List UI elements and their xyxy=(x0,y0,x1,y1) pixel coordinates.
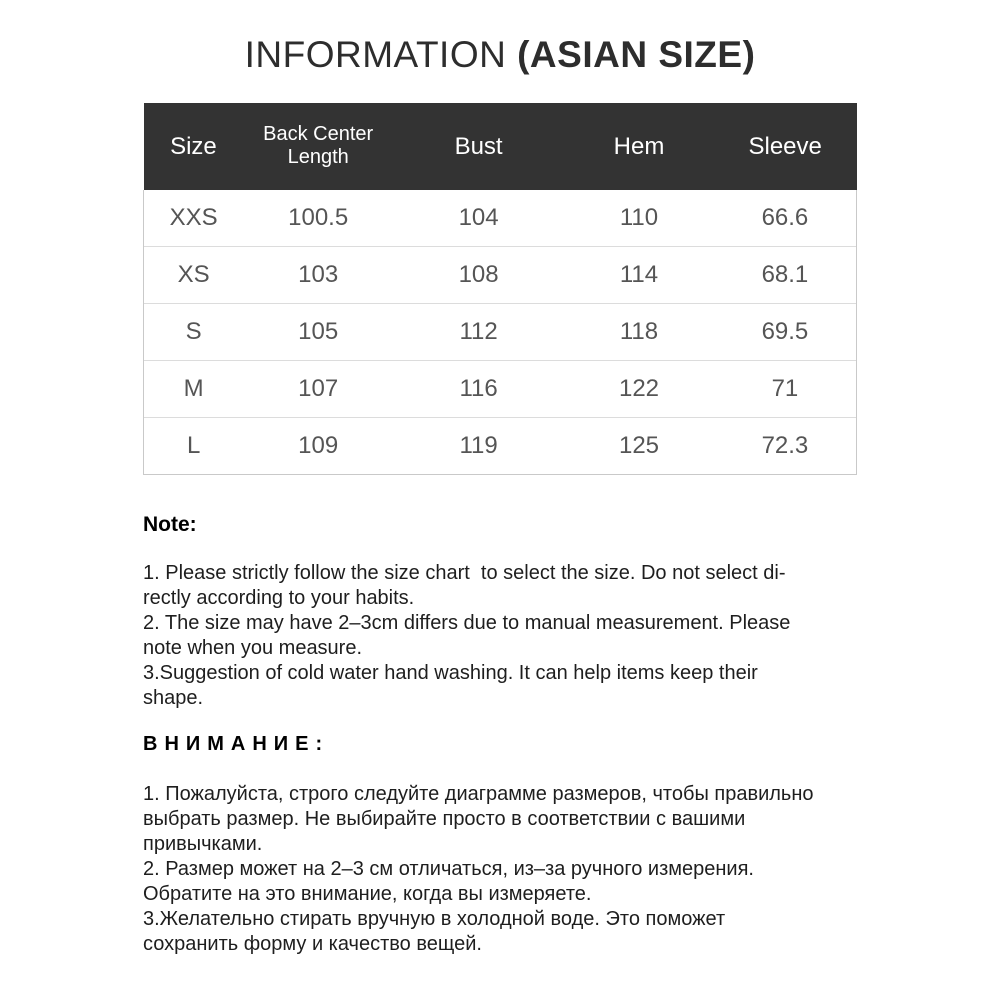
attention-heading: ВНИМАНИЕ: xyxy=(143,733,330,755)
size-cell: S xyxy=(144,304,244,361)
note-section xyxy=(143,513,857,711)
sleeve-cell: 71 xyxy=(714,361,857,418)
attention-line: 2. Размер может на 2–3 см отличаться, из–за ручного измерения. xyxy=(143,858,754,880)
size-table xyxy=(143,103,857,475)
sleeve-cell: 68.1 xyxy=(714,247,857,304)
bust-cell: 119 xyxy=(393,418,564,475)
size-cell: M xyxy=(144,361,244,418)
back-center-length-cell: 103 xyxy=(243,247,393,304)
bust-cell: 108 xyxy=(393,247,564,304)
size-table-header-row xyxy=(144,103,857,190)
sleeve-cell: 69.5 xyxy=(714,304,857,361)
page-title xyxy=(143,34,857,76)
column-header-sleeve: Sleeve xyxy=(714,103,857,190)
size-cell: XS xyxy=(144,247,244,304)
attention-line: сохранить форму и качество вещей. xyxy=(143,933,482,955)
page-title-bold: (ASIAN SIZE) xyxy=(517,34,756,75)
note-line: shape. xyxy=(143,687,204,709)
attention-line: выбрать размер. Не выбирайте просто в соответствии с вашими xyxy=(143,808,746,830)
note-line: 1. Please strictly follow the size chart to select the size. Do not select di- xyxy=(143,562,786,584)
size-row xyxy=(144,190,857,247)
size-info-page xyxy=(143,0,857,957)
back-center-length-cell: 107 xyxy=(243,361,393,418)
note-line: rectly according to your habits. xyxy=(143,587,415,609)
note-line: 3.Suggestion of cold water hand washing. It can help items keep their xyxy=(143,662,758,684)
size-row xyxy=(144,361,857,418)
size-cell: XXS xyxy=(144,190,244,247)
bust-cell: 112 xyxy=(393,304,564,361)
size-table-body xyxy=(144,190,857,475)
column-header-bust: Bust xyxy=(393,103,564,190)
size-cell: L xyxy=(144,418,244,475)
sleeve-cell: 66.6 xyxy=(714,190,857,247)
attention-section xyxy=(143,733,857,957)
back-center-length-cell: 105 xyxy=(243,304,393,361)
attention-line: 1. Пожалуйста, строго следуйте диаграмме размеров, чтобы правильно xyxy=(143,783,814,805)
column-header-hem: Hem xyxy=(564,103,714,190)
size-row xyxy=(144,304,857,361)
hem-cell: 114 xyxy=(564,247,714,304)
hem-cell: 122 xyxy=(564,361,714,418)
bust-cell: 104 xyxy=(393,190,564,247)
size-row xyxy=(144,418,857,475)
bust-cell: 116 xyxy=(393,361,564,418)
note-line: 2. The size may have 2–3cm differs due to manual measurement. Please xyxy=(143,612,791,634)
column-header-size: Size xyxy=(144,103,244,190)
hem-cell: 110 xyxy=(564,190,714,247)
attention-line: Обратите на это внимание, когда вы измеряете. xyxy=(143,883,592,905)
back-center-length-cell: 109 xyxy=(243,418,393,475)
sleeve-cell: 72.3 xyxy=(714,418,857,475)
page-title-regular: INFORMATION xyxy=(244,34,518,75)
hem-cell: 125 xyxy=(564,418,714,475)
column-header-back-center-length: Back Center Length xyxy=(243,103,393,190)
back-center-length-cell: 100.5 xyxy=(243,190,393,247)
note-line: note when you measure. xyxy=(143,637,363,659)
attention-line: 3.Желательно стирать вручную в холодной воде. Это поможет xyxy=(143,908,726,930)
note-heading: Note: xyxy=(143,513,197,536)
size-row xyxy=(144,247,857,304)
hem-cell: 118 xyxy=(564,304,714,361)
attention-line: привычками. xyxy=(143,833,263,855)
